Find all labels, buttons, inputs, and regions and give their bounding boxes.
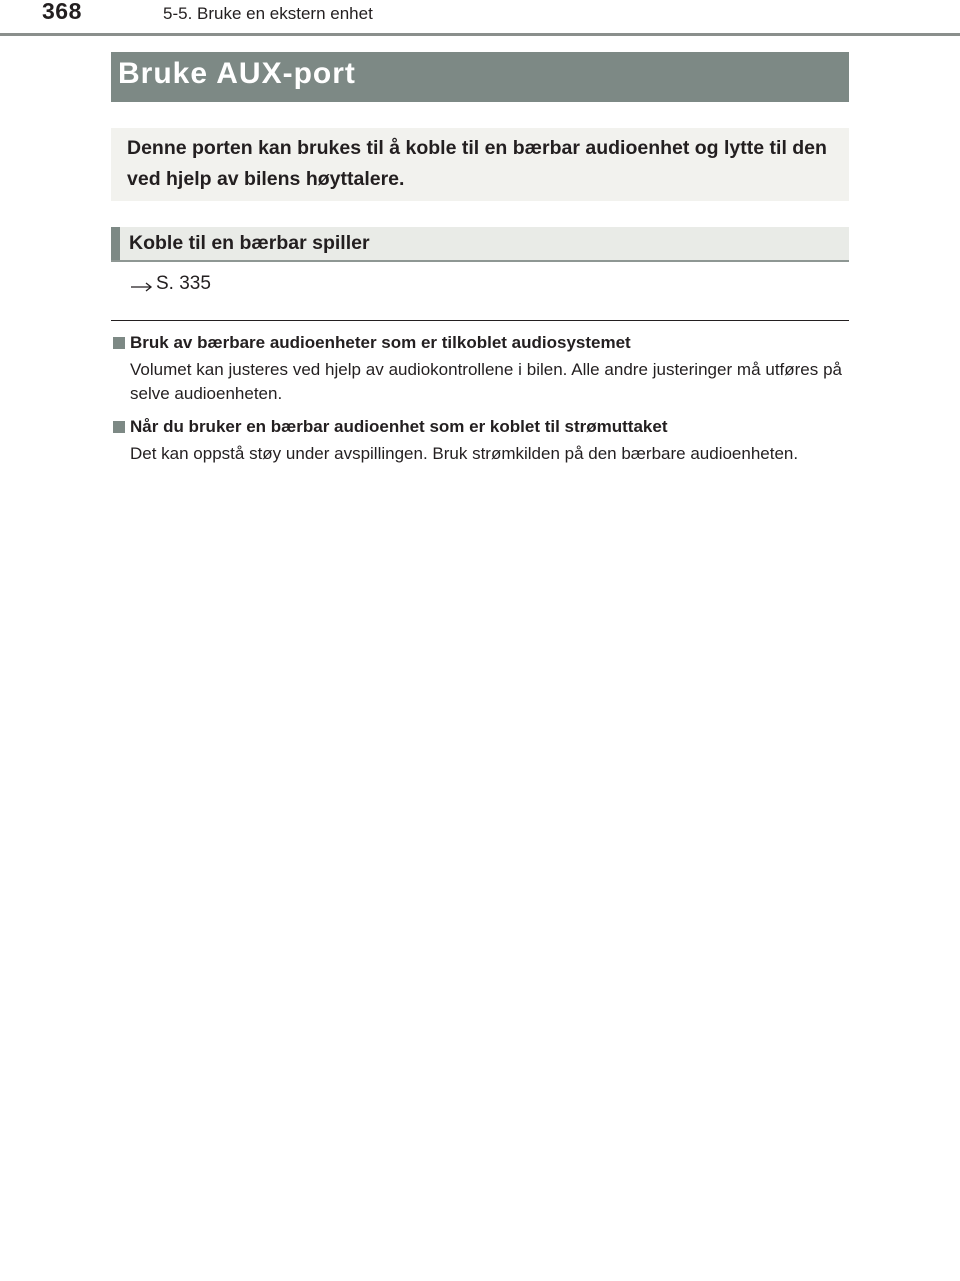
chapter-title: 5-5. Bruke en ekstern enhet xyxy=(163,4,373,23)
header-divider xyxy=(0,33,960,36)
note-item xyxy=(111,415,849,466)
page-reference-text: S. 335 xyxy=(156,273,211,294)
note-heading xyxy=(111,415,849,439)
note-heading-text: Bruk av bærbare audioenheter som er tilkoblet audiosystemet xyxy=(130,333,631,352)
subsection-banner xyxy=(111,227,849,262)
page-reference-link[interactable] xyxy=(129,273,211,295)
intro-box xyxy=(111,128,849,201)
section-title: Bruke AUX-port xyxy=(118,57,356,90)
note-heading-text: Når du bruker en bærbar audioenhet som er koblet til strømuttaket xyxy=(130,417,668,436)
subsection-title: Koble til en bærbar spiller xyxy=(129,232,370,254)
arrow-right-icon xyxy=(129,277,155,291)
section-banner xyxy=(111,52,849,102)
note-heading xyxy=(111,331,849,355)
note-body: Det kan oppstå støy under avspillingen. Bruk strømkilden på den bærbare audioenheten. xyxy=(130,444,799,463)
square-bullet-icon xyxy=(113,337,125,349)
subsection-accent-bar xyxy=(111,227,120,260)
page-header xyxy=(0,0,960,36)
square-bullet-icon xyxy=(113,421,125,433)
notes-divider xyxy=(111,320,849,321)
page-number: 368 xyxy=(42,0,82,24)
intro-text: Denne porten kan brukes til å koble til en bærbar audioenhet og lytte til den ved hjelp av bilens høyttalere. xyxy=(127,137,827,190)
note-item xyxy=(111,331,849,406)
note-body: Volumet kan justeres ved hjelp av audiokontrollene i bilen. Alle andre justeringer må utføres på selve audioenheten. xyxy=(130,360,842,403)
